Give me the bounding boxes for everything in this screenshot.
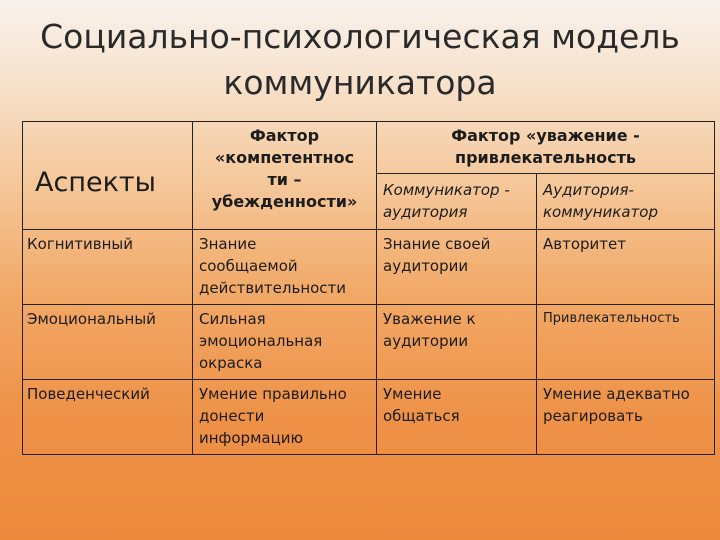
factor1-header-line: убежденности» bbox=[211, 192, 358, 211]
competence-cell bbox=[193, 305, 377, 380]
title-line-2: коммуникатора bbox=[223, 63, 497, 102]
table-row bbox=[23, 230, 715, 305]
cell-line: Умение bbox=[383, 385, 442, 403]
cell-line: Привлекательность bbox=[543, 311, 680, 326]
aspects-header: Аспекты bbox=[35, 167, 156, 198]
cell-line: аудитории bbox=[383, 332, 469, 350]
cell-line: Уважение к bbox=[383, 310, 476, 328]
factor2-header-line: Фактор «уважение - bbox=[451, 126, 640, 145]
aspect-cell bbox=[23, 230, 193, 305]
factor1-header-line: «компетентнос bbox=[214, 148, 355, 167]
subheader-communicator-audience bbox=[377, 174, 537, 230]
cell-line: Умение адекватно bbox=[543, 385, 690, 403]
subheader-audience-communicator bbox=[537, 174, 715, 230]
cell-line: окраска bbox=[199, 354, 263, 372]
communicator-model-table bbox=[22, 121, 715, 455]
communicator-audience-cell bbox=[377, 380, 537, 455]
cell-line: Авторитет bbox=[543, 235, 626, 253]
aspect-label: Эмоциональный bbox=[27, 310, 156, 328]
factor1-header-line: ти – bbox=[267, 170, 302, 189]
cell-line: информацию bbox=[199, 429, 304, 447]
competence-cell bbox=[193, 380, 377, 455]
aspect-label: Когнитивный bbox=[27, 235, 133, 253]
slide-title bbox=[0, 14, 720, 106]
subheader-line: коммуникатор bbox=[543, 203, 658, 221]
factor1-header-line: Фактор bbox=[249, 126, 320, 145]
factor2-header-line: привлекательность bbox=[455, 148, 636, 167]
cell-line: Знание bbox=[199, 235, 257, 253]
aspect-cell bbox=[23, 380, 193, 455]
audience-communicator-cell bbox=[537, 380, 715, 455]
subheader-line: аудитория bbox=[383, 203, 468, 221]
aspects-header-cell bbox=[23, 122, 193, 230]
cell-line: аудитории bbox=[383, 257, 469, 275]
cell-line: общаться bbox=[383, 407, 460, 425]
table-row bbox=[23, 305, 715, 380]
title-line-1: Социально-психологическая модель bbox=[40, 17, 680, 56]
aspect-cell bbox=[23, 305, 193, 380]
cell-line: сообщаемой bbox=[199, 257, 298, 275]
table-row bbox=[23, 380, 715, 455]
cell-line: Сильная bbox=[199, 310, 266, 328]
cell-line: действительности bbox=[199, 279, 347, 297]
aspect-label: Поведенческий bbox=[27, 385, 150, 403]
communicator-audience-cell bbox=[377, 305, 537, 380]
cell-line: донести bbox=[199, 407, 265, 425]
cell-line: реагировать bbox=[543, 407, 643, 425]
cell-line: Знание своей bbox=[383, 235, 491, 253]
header-row bbox=[23, 122, 715, 174]
competence-cell bbox=[193, 230, 377, 305]
audience-communicator-cell bbox=[537, 305, 715, 380]
cell-line: эмоциональная bbox=[199, 332, 323, 350]
communicator-audience-cell bbox=[377, 230, 537, 305]
factor2-header-cell bbox=[377, 122, 715, 174]
audience-communicator-cell bbox=[537, 230, 715, 305]
subheader-line: Коммуникатор - bbox=[383, 181, 510, 199]
subheader-line: Аудитория- bbox=[543, 181, 634, 199]
cell-line: Умение правильно bbox=[199, 385, 347, 403]
factor1-header-cell bbox=[193, 122, 377, 230]
